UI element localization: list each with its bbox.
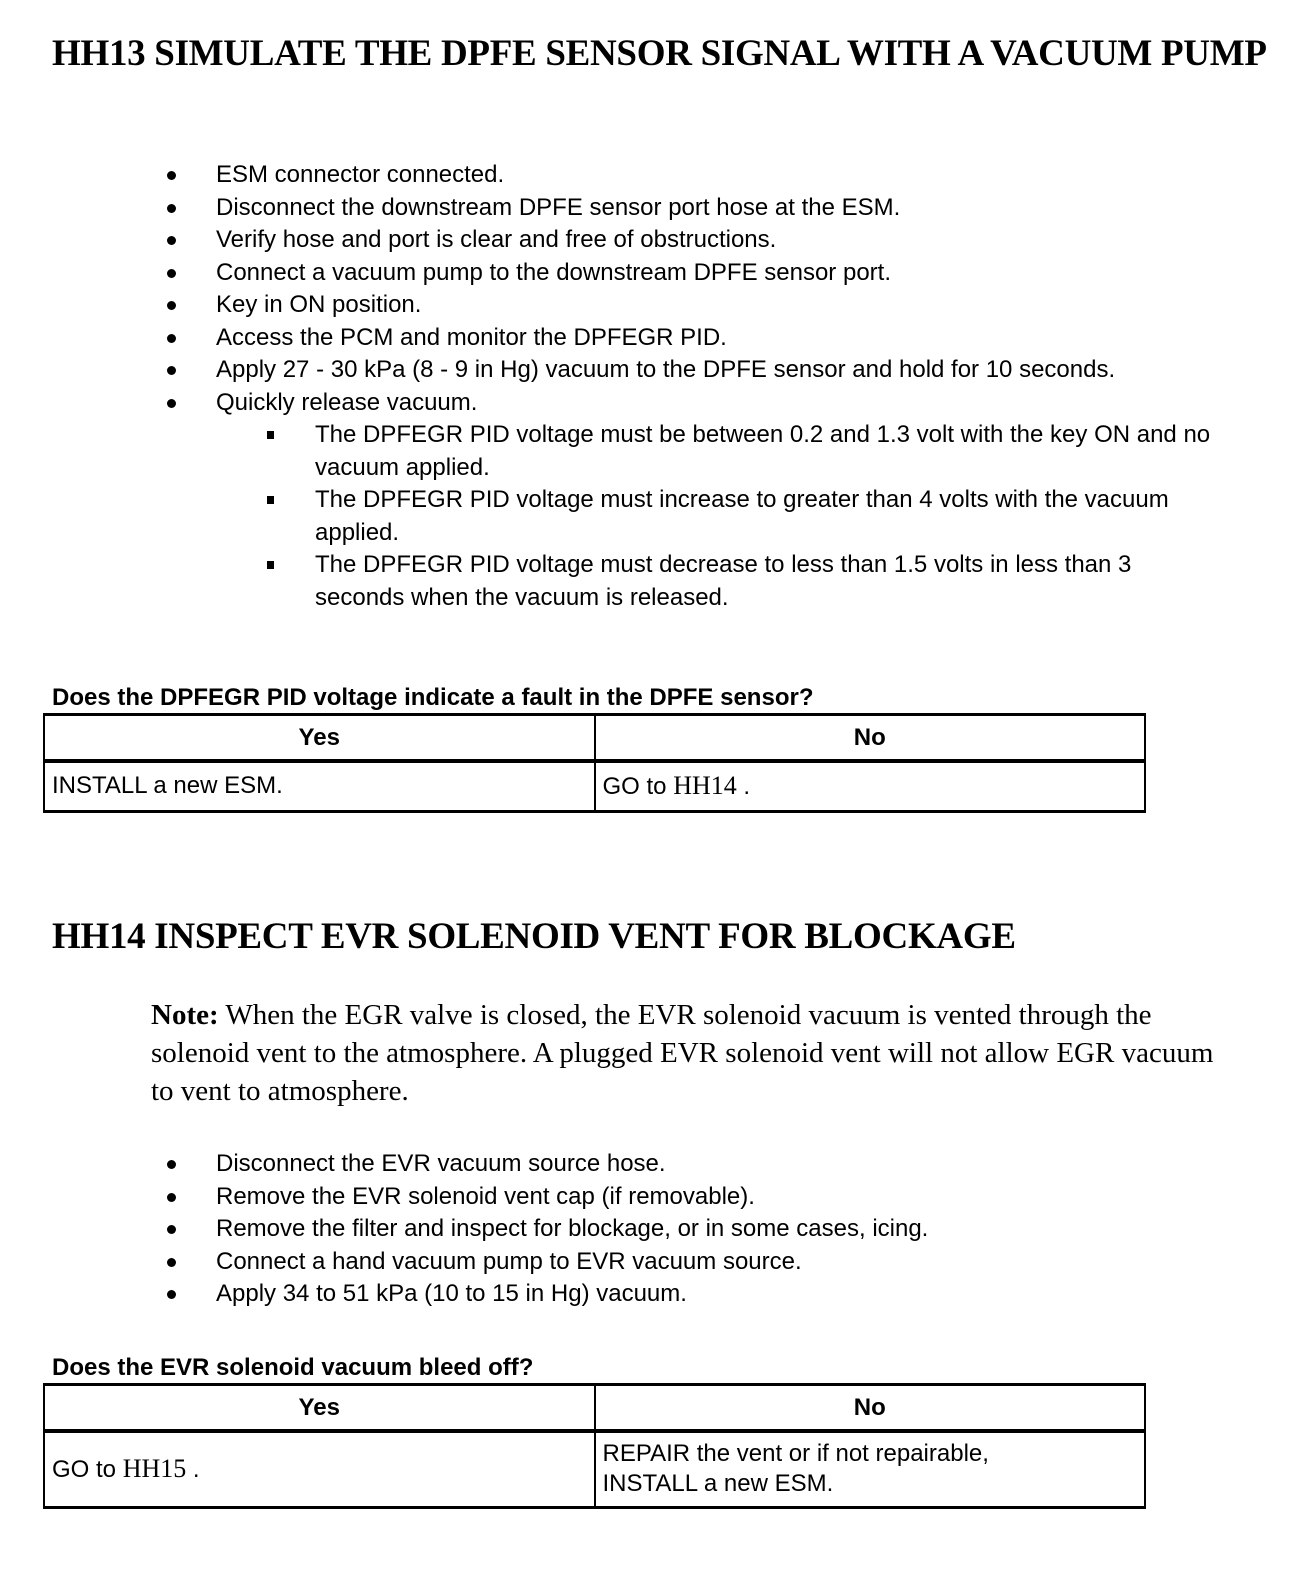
bullet-icon [167, 399, 176, 408]
section-title-hh13: HH13 SIMULATE THE DPFE SENSOR SIGNAL WITH A VACUUM PUMP [52, 33, 1267, 74]
list-item: The DPFEGR PID voltage must increase to greater than 4 volts with the vacuum applied. [0, 484, 1225, 549]
decision-question-hh14: Does the EVR solenoid vacuum bleed off? [52, 1354, 534, 1381]
bullet-icon [167, 334, 176, 343]
hh13-substep-list [216, 419, 1216, 614]
list-item: Disconnect the EVR vacuum source hose. [0, 1148, 1216, 1181]
square-bullet-icon [267, 496, 274, 504]
list-item: Remove the EVR solenoid vent cap (if removable). [0, 1181, 1216, 1214]
list-item: Verify hose and port is clear and free of obstructions. [0, 224, 1216, 257]
decision-table-hh14 [43, 1383, 1146, 1509]
yes-action-cell: INSTALL a new ESM. [44, 761, 595, 811]
no-action-cell: GO to HH14 . [595, 761, 1146, 811]
list-item: The DPFEGR PID voltage must be between 0.2 and 1.3 volt with the key ON and no vacuum applied. [0, 419, 1225, 484]
link-hh14[interactable]: HH14 [673, 770, 737, 800]
link-hh15[interactable]: HH15 [122, 1453, 187, 1483]
list-item: Key in ON position. [0, 289, 1216, 322]
decision-table-hh13 [43, 713, 1146, 813]
square-bullet-icon [267, 561, 274, 569]
bullet-icon [167, 366, 176, 375]
list-item: Connect a vacuum pump to the downstream DPFE sensor port. [0, 257, 1216, 290]
list-item: Connect a hand vacuum pump to EVR vacuum source. [0, 1246, 1216, 1279]
decision-question-hh13: Does the DPFEGR PID voltage indicate a fault in the DPFE sensor? [52, 684, 814, 711]
column-header-no: No [595, 715, 1146, 762]
bullet-icon [167, 301, 176, 310]
list-item: Apply 27 - 30 kPa (8 - 9 in Hg) vacuum to the DPFE sensor and hold for 10 seconds. [0, 354, 1136, 387]
note-paragraph: Note: When the EGR valve is closed, the EVR solenoid vacuum is vented through the solenoid vent to the atmosphere. A plugged EVR solenoid vent will not allow EGR vacuum to vent to atmosphere. [151, 999, 1214, 1107]
section-title-hh14: HH14 INSPECT EVR SOLENOID VENT FOR BLOCKAGE [52, 916, 1016, 957]
list-item: ESM connector connected. [0, 159, 1216, 192]
list-item: Apply 34 to 51 kPa (10 to 15 in Hg) vacuum. [0, 1278, 1216, 1311]
hh14-step-list [0, 1148, 1216, 1311]
bullet-icon [167, 1160, 176, 1169]
list-item: Disconnect the downstream DPFE sensor port hose at the ESM. [0, 192, 1216, 225]
list-item: Access the PCM and monitor the DPFEGR PID. [0, 322, 1216, 355]
square-bullet-icon [267, 431, 274, 439]
hh13-step-list [0, 159, 1216, 614]
column-header-no: No [595, 1385, 1146, 1432]
bullet-icon [167, 269, 176, 278]
bullet-icon [167, 1225, 176, 1234]
list-item: Remove the filter and inspect for blockage, or in some cases, icing. [0, 1213, 1216, 1246]
no-action-cell: REPAIR the vent or if not repairable, INSTALL a new ESM. [595, 1431, 1146, 1507]
yes-action-cell: GO to HH15 . [44, 1431, 595, 1507]
list-item: The DPFEGR PID voltage must decrease to less than 1.5 volts in less than 3 seconds when the vacuum is released. [0, 549, 1225, 614]
column-header-yes: Yes [44, 715, 595, 762]
bullet-icon [167, 236, 176, 245]
bullet-icon [167, 1258, 176, 1267]
bullet-icon [167, 1193, 176, 1202]
column-header-yes: Yes [44, 1385, 595, 1432]
note-label: Note: [151, 999, 219, 1031]
bullet-icon [167, 171, 176, 180]
bullet-icon [167, 204, 176, 213]
list-item: Quickly release vacuum. The DPFEGR PID voltage must be between 0.2 and 1.3 volt with the key ON and no vacuum applied. The DPFEGR PID voltage must increase to greater than 4 volts with the vacuum applied. The DPFEGR PID voltage must decrease to less than 1.5 volts in less than 3 seconds when the vacuum is released. [0, 387, 1216, 615]
bullet-icon [167, 1290, 176, 1299]
